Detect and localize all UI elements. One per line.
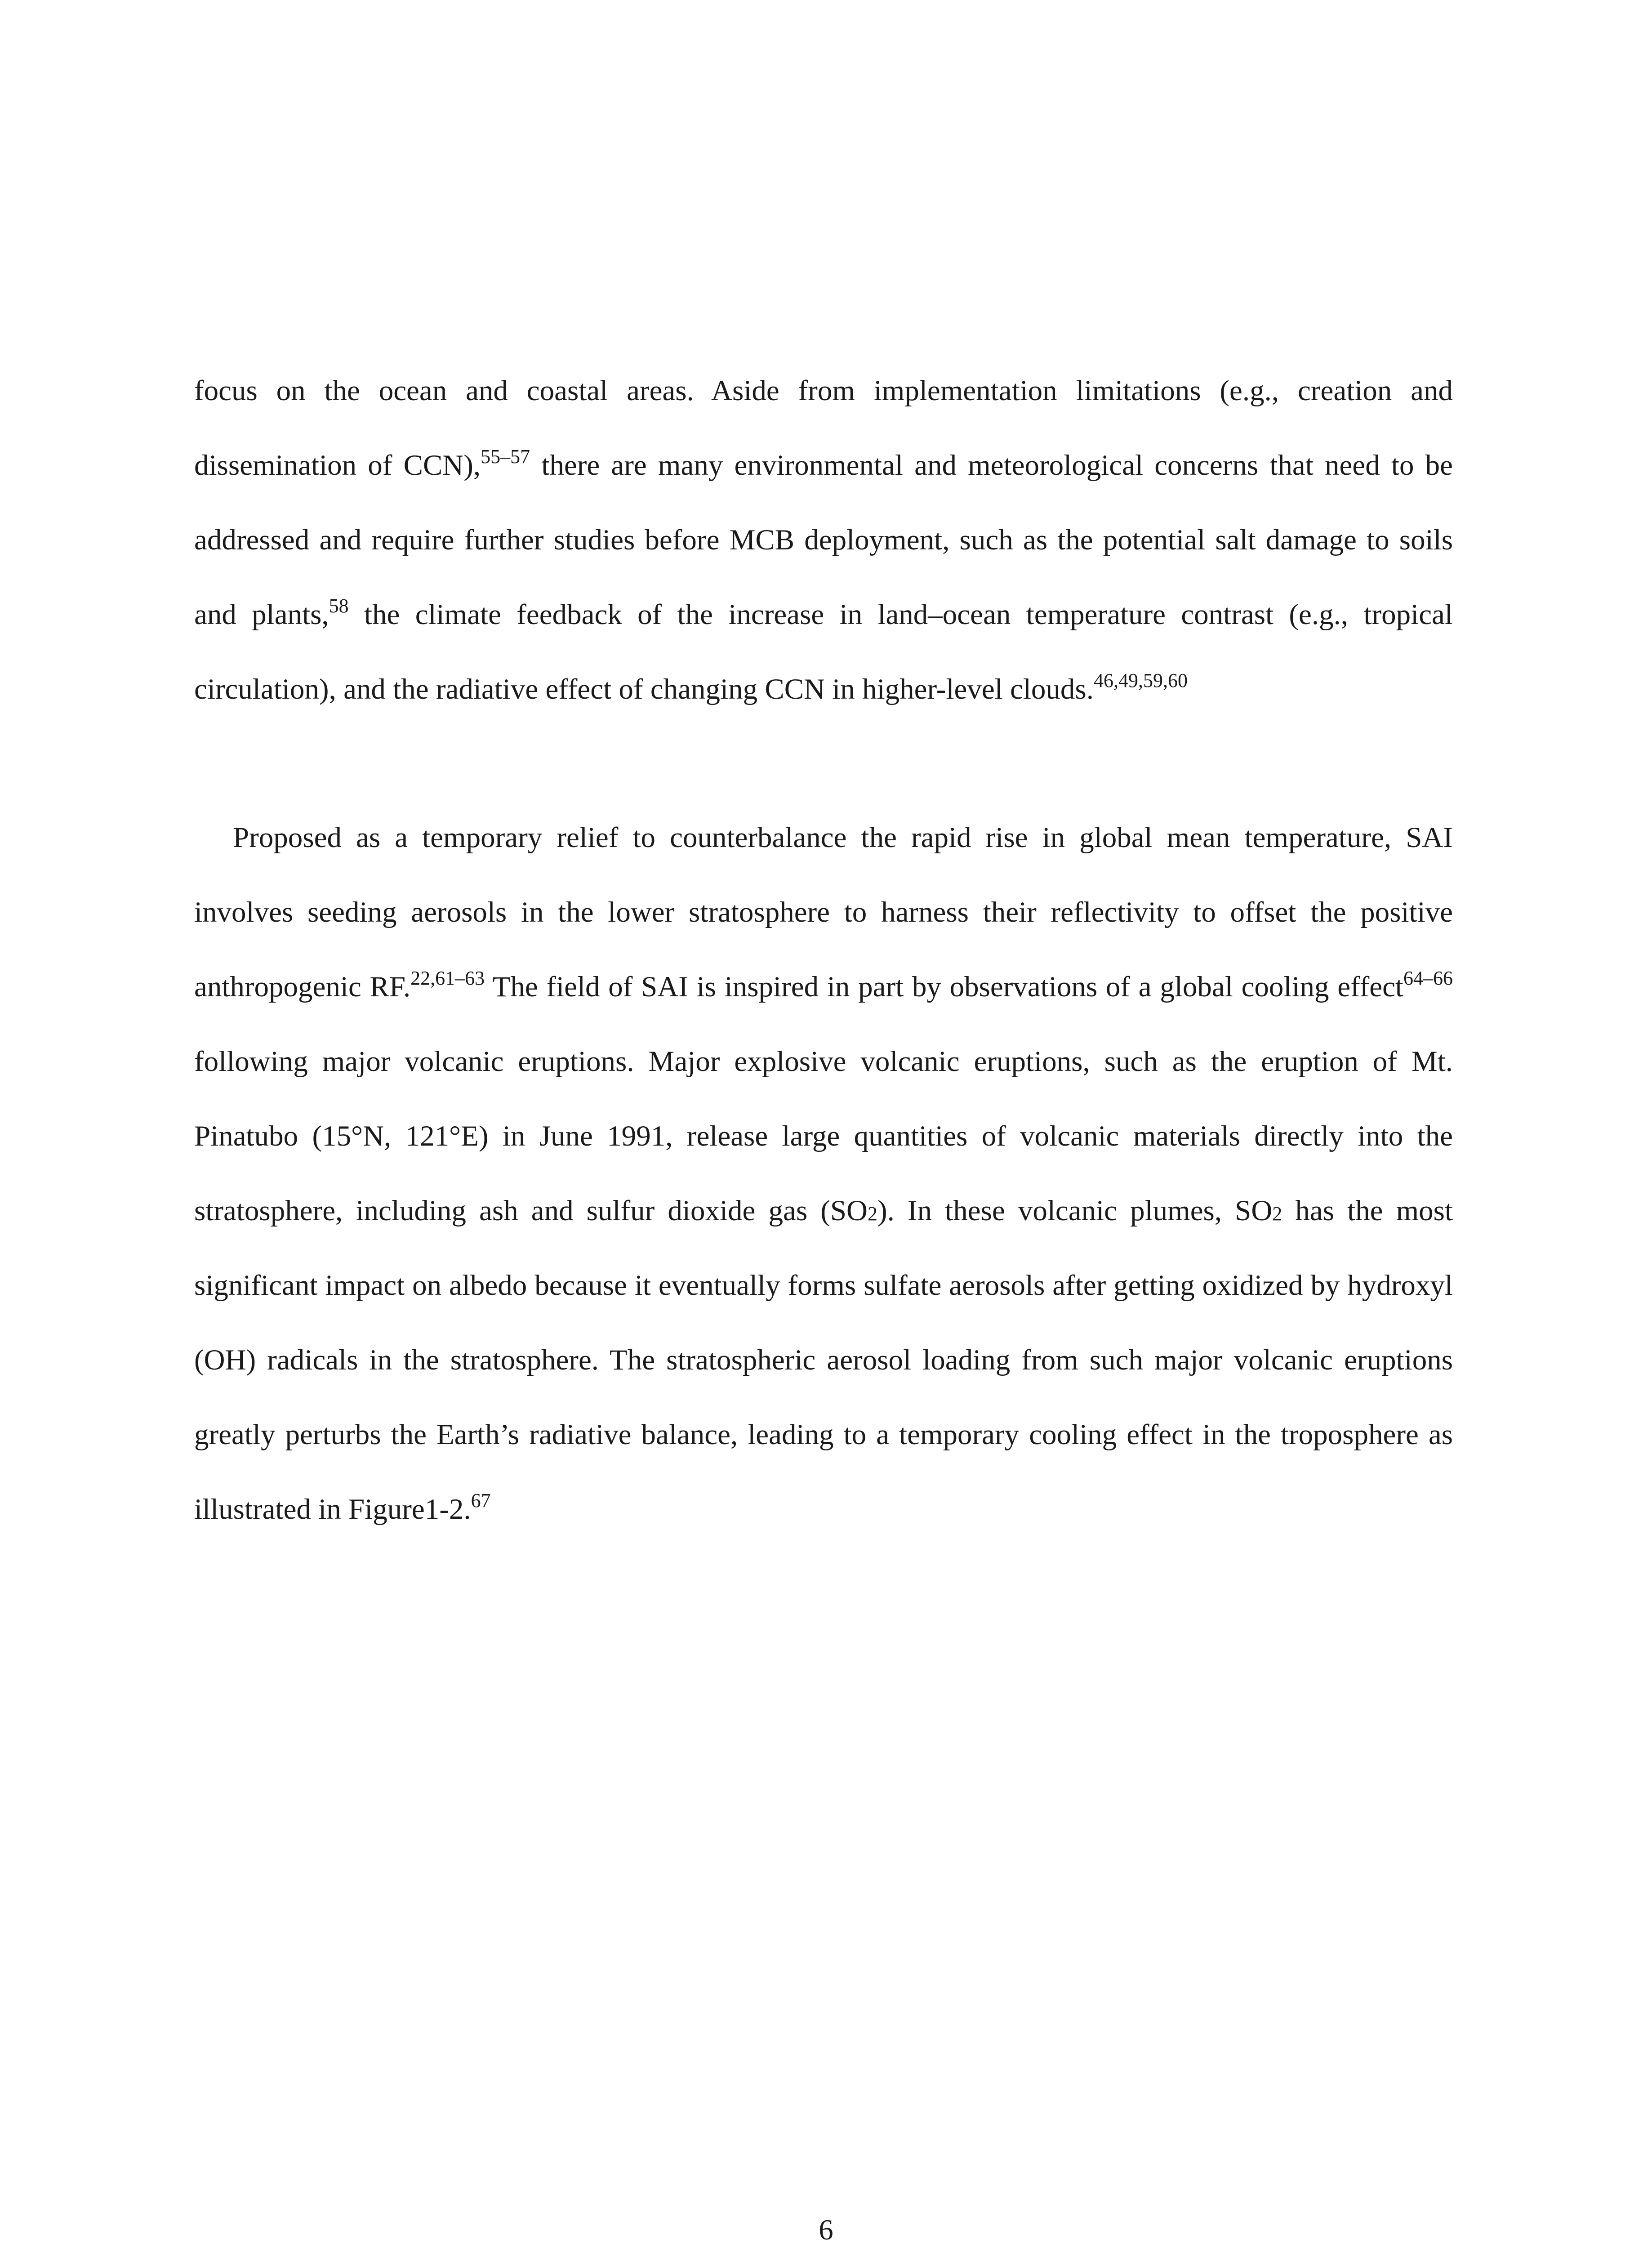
- paragraph-text: the climate feedback of the increase in land–ocean temperature contrast (e.g., tropical circulation), and the radiative effect of changing CCN in higher-level clouds.: [194, 598, 1453, 705]
- subscript-text: 2: [1272, 1203, 1282, 1225]
- paragraph-text: Proposed as a temporary relief to counterbalance the rapid rise in global mean temperature, SAI involves seeding aerosols in the lower stratosphere to harness their reflectivity to offset the positive anthropogenic RF.: [194, 821, 1453, 1003]
- citation-superscript: 55–57: [481, 446, 530, 468]
- body-paragraph-1: [194, 353, 1453, 727]
- citation-superscript: 22,61–63: [410, 967, 485, 989]
- body-paragraph-2: [194, 800, 1453, 1547]
- citation-superscript: 67: [471, 1490, 491, 1512]
- paragraph-text: there are many environmental and meteorological concerns that need to be addressed and require further studies before MCB deployment, such as the potential salt damage to soils and plants,: [194, 449, 1453, 631]
- page-number: 6: [819, 2214, 833, 2246]
- subscript-text: 2: [867, 1203, 877, 1225]
- citation-superscript: 58: [329, 595, 349, 617]
- citation-superscript: 46,49,59,60: [1093, 669, 1188, 691]
- paragraph-text: ). In these volcanic plumes, SO: [877, 1195, 1273, 1227]
- paragraph-text: focus on the ocean and coastal areas. Aside from implementation limitations (e.g., creation and dissemination of CCN),: [194, 375, 1453, 482]
- paragraph-text: has the most significant impact on albedo because it eventually forms sulfate aerosols after getting oxidized by hydroxyl (OH) radicals in the stratosphere. The stratospheric aerosol loading from such major volcanic eruptions greatly perturbs the Earth’s radiative balance, leading to a temporary cooling effect in the troposphere as illustrated in Figure1-2.: [194, 1195, 1453, 1525]
- paragraph-text: The field of SAI is inspired in part by observations of a global cooling effect: [485, 971, 1403, 1003]
- paragraph-text: following major volcanic eruptions. Major explosive volcanic eruptions, such as the eruption of Mt. Pinatubo (15°N, 121°E) in June 1991, release large quantities of volcanic materials directly into the stratosphere, including ash and sulfur dioxide gas (SO: [194, 1045, 1453, 1227]
- citation-superscript: 64–66: [1403, 967, 1453, 989]
